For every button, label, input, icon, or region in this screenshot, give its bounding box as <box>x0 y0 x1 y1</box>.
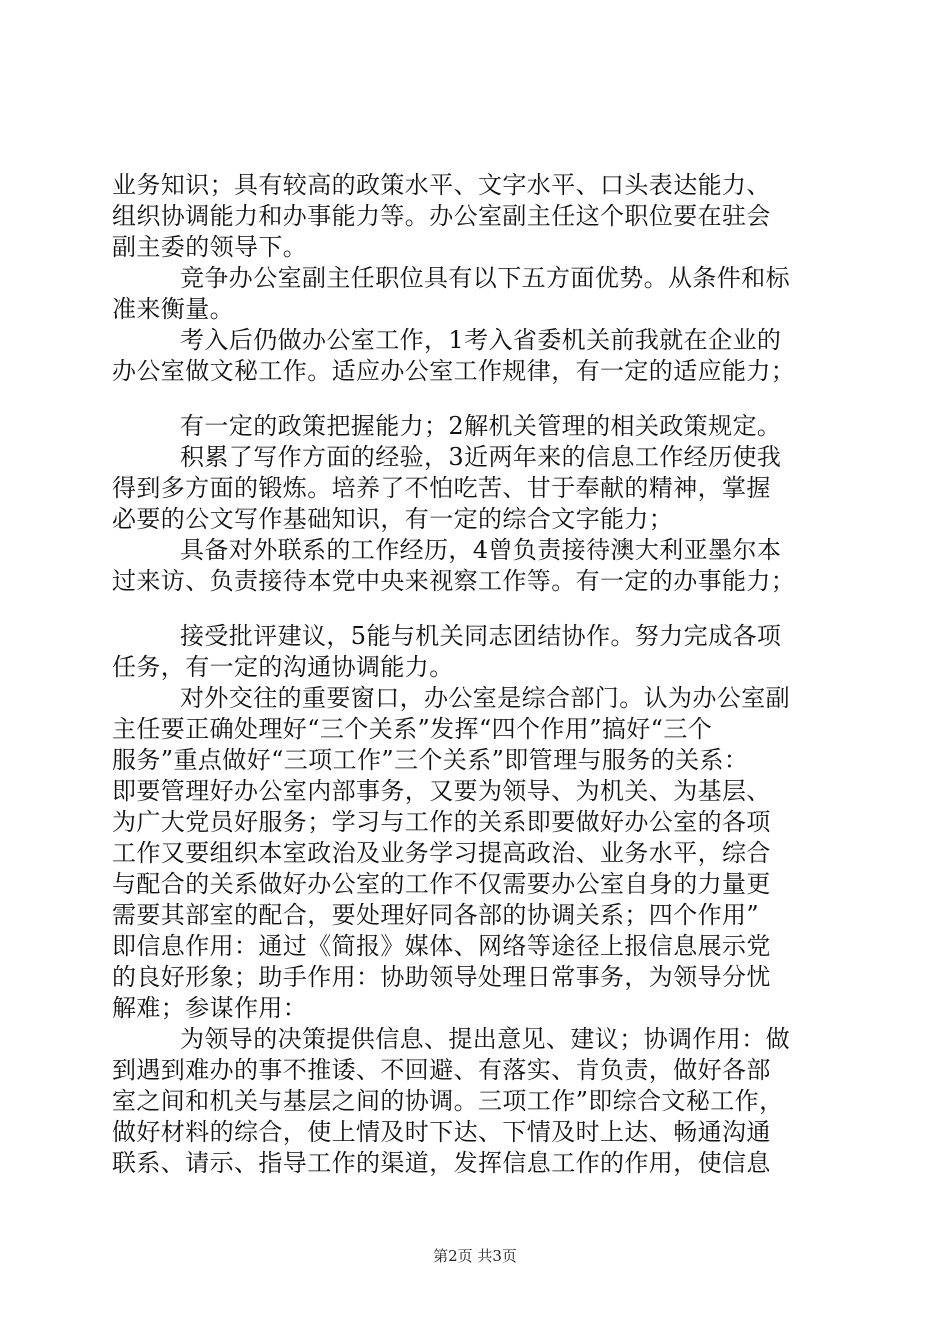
text-line: 竞争办公室副主任职位具有以下五方面优势。从条件和标 <box>180 264 790 292</box>
text-line: 解难；参谋作用： <box>112 994 308 1022</box>
paragraph-gap <box>112 597 842 621</box>
text-line: 需要其部室的配合，要处理好同各部的协调关系；四个作用” <box>112 901 760 929</box>
text-line: 具备对外联系的工作经历，4曾负责接待澳大利亚墨尔本 <box>180 536 782 564</box>
text-line: 积累了写作方面的经验，3近两年来的信息工作经历使我 <box>180 443 782 471</box>
text-line: 组织协调能力和办事能力等。办公室副主任这个职位要在驻会 <box>112 202 771 230</box>
text-line: 办公室做文秘工作。适应办公室工作规律，有一定的适应能力； <box>112 357 796 385</box>
text-line: 服务”重点做好“三项工作”三个关系”即管理与服务的关系： <box>112 746 749 774</box>
text-line: 任务，有一定的沟通协调能力。 <box>112 653 454 681</box>
text-line: 准来衡量。 <box>112 295 234 323</box>
text-line: 联系、请示、指导工作的渠道，发挥信息工作的作用，使信息 <box>112 1149 771 1177</box>
text-line: 做好材料的综合，使上情及时下达、下情及时上达、畅通沟通 <box>112 1118 771 1146</box>
page-footer <box>0 1245 950 1266</box>
text-line: 主任要正确处理好“三个关系”发挥“四个作用”搞好“三个 <box>112 715 713 743</box>
text-line: 工作又要组织本室政治及业务学习提高政治、业务水平，综合 <box>112 839 771 867</box>
text-line: 与配合的关系做好办公室的工作不仅需要办公室自身的力量更 <box>112 870 771 898</box>
text-line: 考入后仍做办公室工作，1考入省委机关前我就在企业的 <box>180 326 782 354</box>
text-line: 接受批评建议，5能与机关同志团结协作。努力完成各项 <box>180 622 782 650</box>
text-line: 必要的公文写作基础知识，有一定的综合文字能力； <box>112 505 674 533</box>
text-line: 即要管理好办公室内部事务，又要为领导、为机关、为基层、 <box>112 777 771 805</box>
text-line: 室之间和机关与基层之间的协调。三项工作”即综合文秘工作， <box>112 1087 784 1115</box>
text-line: 的良好形象；助手作用：协助领导处理日常事务，为领导分忧 <box>112 963 771 991</box>
body-text <box>112 170 842 1179</box>
text-line: 过来访、负责接待本党中央来视察工作等。有一定的办事能力； <box>112 567 796 595</box>
text-line: 业务知识；具有较高的政策水平、文字水平、口头表达能力、 <box>112 171 771 199</box>
text-line: 即信息作用：通过《简报》媒体、网络等途径上报信息展示党 <box>112 932 771 960</box>
text-line: 对外交往的重要窗口，办公室是综合部门。认为办公室副 <box>180 684 790 712</box>
paragraph-gap <box>112 387 842 411</box>
text-line: 到遇到难办的事不推诿、不回避、有落实、肯负责，做好各部 <box>112 1056 771 1084</box>
page-number: 第2页 共3页 <box>433 1247 517 1265</box>
text-line: 为领导的决策提供信息、提出意见、建议；协调作用：做 <box>180 1025 790 1053</box>
text-line: 为广大党员好服务；学习与工作的关系即要做好办公室的各项 <box>112 808 771 836</box>
text-line: 有一定的政策把握能力；2解机关管理的相关政策规定。 <box>180 412 782 440</box>
text-line: 副主委的领导下。 <box>112 233 308 261</box>
text-line: 得到多方面的锻炼。培养了不怕吃苦、甘于奉献的精神，掌握 <box>112 474 771 502</box>
